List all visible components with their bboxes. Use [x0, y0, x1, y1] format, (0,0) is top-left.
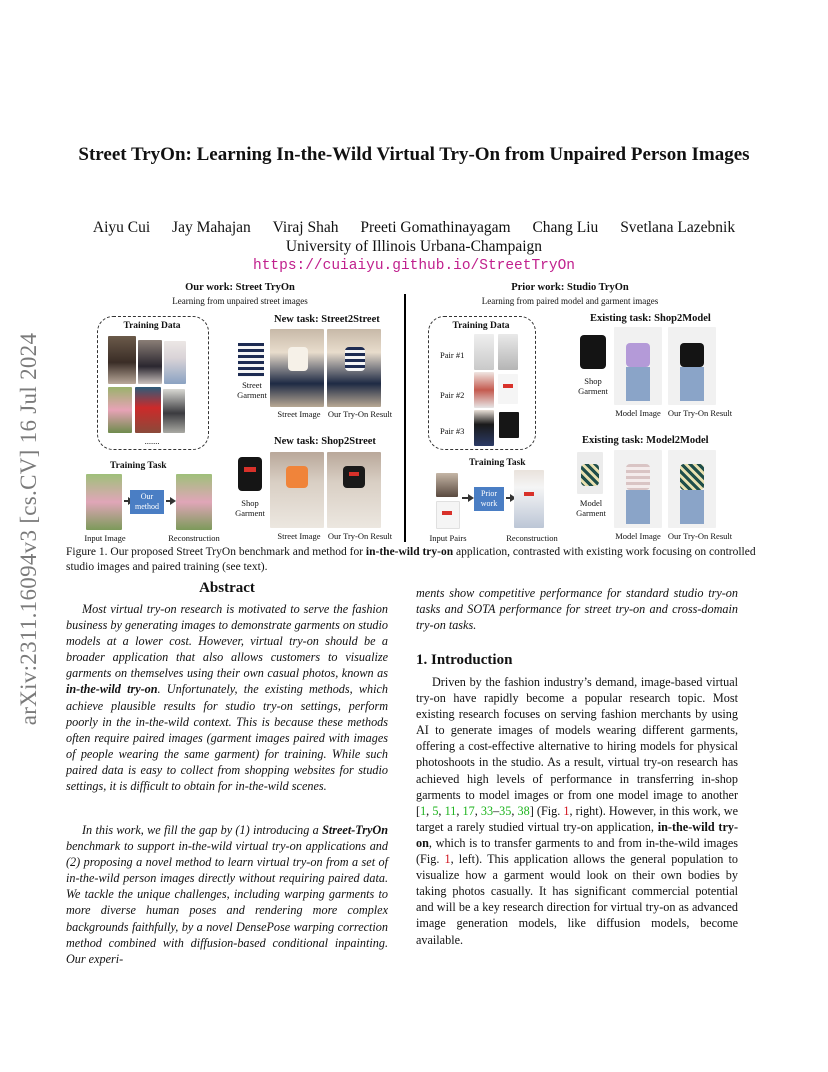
abstract-bold: Street-TryOn — [322, 823, 388, 837]
abstract-text: . Unfortunately, the existing methods, which achieve plausible results for studio try-on settings, perform poorly in the in-the-wild context. This is because these methods often require paired images (garment images paired with images of people wearing the same garment) for training. While such paired data is easy to collect from shopping websites for studio settings, it is difficult to obtain for in-the-wild scenes. — [66, 682, 389, 794]
arrow-icon — [462, 497, 470, 499]
shop-garment-image-right — [577, 331, 609, 373]
input-pair-garment — [436, 501, 460, 529]
intro-heading: 1. Introduction — [416, 652, 513, 668]
citation-link[interactable]: 35 — [499, 803, 512, 818]
citation-link[interactable]: 33 — [480, 803, 494, 818]
author-list — [60, 219, 768, 237]
abstract-continuation: ments show competitive performance for standard studio try-on tasks and SOTA performance for street try-on and cross-domain try-on tasks. — [416, 586, 738, 633]
input-image-label: Input Image — [84, 533, 126, 543]
street-image-2-label: Street Image — [277, 531, 321, 541]
training-photo — [108, 387, 132, 433]
intro-paragraph: Driven by the fashion industry’s demand, image-based virtual try-on have rapidly become a popular research topic. Most existing research focuses on serving fashion merchants by using AI to generate images of models wearing different garments, offering a cost-effective alternative to hiring models for physical photoshoots in the studio. As a result, virtual try-on research has achieved high levels of performance in transferring in-shop garments to model images or from one model image to another [1, 5, 11, 17, 33–35, 38] (Fig. 1, right). However, in this work, we target a rarely studied virtual try-on application, in-the-wild try-on, which is to transfer garments to and from in-the-wild images (Fig. 1, left). This application allows the general population to visualize how a garment would look on their own bodies by taking photos casually. It has significant commercial potential and will be a key research direction for virtual try-on as advanced image generation models, like diffusion models, become available. — [416, 675, 739, 947]
abstract-text: In this work, we fill the gap by (1) introducing a — [82, 823, 323, 837]
shop-garment-image — [236, 453, 264, 495]
caption-prefix: Figure 1. Our proposed Street TryOn benchmark and method for — [66, 546, 366, 558]
author-name: Viraj Shah — [272, 219, 339, 236]
author-name: Preeti Gomathinayagam — [360, 219, 511, 236]
author-name: Svetlana Lazebnik — [620, 219, 736, 236]
model-image — [614, 327, 662, 405]
intro-text: Driven by the fashion industry’s demand, image-based virtual try-on have rapidly become a popular research topic. Most existing research focuses on serving fashion merchants by using AI to generate images of models wearing different garments, offering a cost-effective alternative to hiring models for physical photoshoots in the studio. As a result, virtual try-on research has achieved high levels of performance in transferring in-shop garments to model images or from one model image to another [ — [416, 675, 738, 818]
pair-model — [499, 412, 519, 438]
task-street2street: New task: Street2Street — [274, 314, 380, 325]
training-photo — [163, 389, 185, 433]
figure-ref-link[interactable]: 1 — [563, 803, 570, 818]
model-image-2 — [614, 450, 662, 528]
street-image — [270, 329, 324, 407]
training-task-label: Training Task — [110, 461, 167, 471]
training-data-ellipsis: ....... — [144, 436, 160, 446]
arrow-icon — [506, 497, 512, 499]
abstract-text: Most virtual try-on research is motivated to serve the fashion business by generating images to demonstrate garments on studio models at a lower cost. However, virtual try-on should be a broader application that also allows customers to visualize garments on themselves using their own casual photos, known as — [66, 602, 388, 681]
pair-garment — [474, 334, 494, 370]
task-model2model: Existing task: Model2Model — [582, 435, 709, 446]
affiliation: University of Illinois Urbana-Champaign — [285, 238, 543, 255]
try-on-result-label-right: Our Try-On Result — [667, 408, 733, 418]
abstract-text: benchmark to support in-the-wild virtual try-on applications and (2) proposing a novel method to learn virtual try-on from a set of in-the-wild person images directly without requiring paired data. We tackle the unique challenges, including warping garments to more diverse human poses and rendering more complex backgrounds faithfully, by a novel DensePose warping correction method combined with diffusion-based conditional inpainting. Our experi- — [66, 839, 388, 966]
input-pair-model — [436, 473, 458, 497]
citation-link[interactable]: 17 — [462, 803, 475, 818]
reconstruction-image-right — [514, 470, 544, 528]
abstract-bold: in-the-wild try-on — [66, 682, 158, 697]
project-url-link[interactable]: https://cuiaiyu.github.io/StreetTryOn — [253, 258, 575, 274]
shop-garment-label-right: Shop Garment — [578, 376, 608, 396]
caption-bold: in-the-wild try-on — [365, 546, 454, 558]
task-shop2model: Existing task: Shop2Model — [590, 313, 711, 324]
intro-text: , right). However, in this work, we target a rarely studied virtual try-on application, — [416, 803, 739, 834]
author-name: Jay Mahajan — [172, 219, 251, 236]
training-data-label-right: Training Data — [452, 321, 510, 331]
training-photo — [108, 336, 136, 384]
citation-link[interactable]: 38 — [517, 803, 530, 818]
intro-bold: in-the-wild try-on — [416, 819, 739, 850]
model-image-2-label: Model Image — [615, 531, 661, 541]
arrow-icon — [166, 500, 172, 502]
left-subheading: Learning from unpaired street images — [172, 296, 308, 306]
author-name: Chang Liu — [532, 219, 599, 236]
abstract-heading: Abstract — [199, 580, 255, 596]
street-garment-label: Street Garment — [237, 380, 267, 400]
pair-3-label: Pair #3 — [440, 426, 465, 436]
figure-caption — [66, 545, 764, 575]
shop-garment-label: Shop Garment — [235, 498, 265, 518]
model-garment-image — [577, 452, 603, 494]
try-on-result-label: Our Try-On Result — [327, 409, 393, 419]
abstract-paragraph-1 — [66, 601, 388, 794]
training-data-label: Training Data — [123, 321, 181, 331]
citation-link[interactable]: 5 — [432, 803, 439, 818]
pair-garment — [474, 410, 494, 446]
model-image-label: Model Image — [615, 408, 661, 418]
pair-model — [498, 374, 518, 404]
our-method-box: Our method — [130, 490, 164, 514]
training-photo — [164, 341, 186, 384]
training-photo — [135, 387, 161, 433]
task-shop2street: New task: Shop2Street — [274, 436, 376, 447]
right-heading: Prior work: Studio TryOn — [511, 282, 629, 293]
intro-text: ] (Fig. — [529, 803, 564, 818]
try-on-result-image-right-2 — [668, 450, 716, 528]
training-task-label-right: Training Task — [469, 458, 526, 468]
try-on-result-image-2 — [327, 452, 381, 528]
pair-2-label: Pair #2 — [440, 390, 465, 400]
intro-text: , left). This application allows the general population to visualize how a garment would look on their own bodies by taking photos casually. It has significant commercial potential and will be a key research direction for virtual try-on as advanced image generation models, like diffusion models, become available. — [416, 852, 738, 947]
street-image-2 — [270, 452, 324, 528]
reconstruction-image — [176, 474, 212, 530]
paper-title: Street TryOn: Learning In-the-Wild Virtual Try-On from Unpaired Person Images — [78, 144, 750, 165]
reconstruction-label: Reconstruction — [168, 533, 220, 543]
citation-link[interactable]: 1 — [420, 803, 427, 818]
figure-ref-link[interactable]: 1 — [444, 852, 451, 867]
prior-work-box: Prior work — [474, 487, 504, 511]
model-garment-label: Model Garment — [576, 498, 606, 518]
caption-suffix: application, contrasted with existing work focusing on controlled studio images and paired training (see text). — [66, 546, 756, 573]
try-on-result-image-right — [668, 327, 716, 405]
citation-link[interactable]: 11 — [444, 803, 457, 818]
reconstruction-label-right: Reconstruction — [506, 533, 558, 543]
street-image-label: Street Image — [277, 409, 321, 419]
input-pairs-label: Input Pairs — [429, 533, 467, 543]
try-on-result-2-label-right: Our Try-On Result — [667, 531, 733, 541]
pair-1-label: Pair #1 — [440, 350, 465, 360]
figure-divider — [404, 294, 406, 542]
right-subheading: Learning from paired model and garment images — [481, 296, 659, 306]
try-on-result-2-label: Our Try-On Result — [327, 531, 393, 541]
street-garment-image — [238, 329, 264, 377]
left-heading: Our work: Street TryOn — [185, 282, 295, 293]
abstract-paragraph-2 — [66, 822, 388, 967]
training-photo — [138, 340, 162, 384]
arxiv-stamp — [4, 294, 54, 764]
arxiv-id: arXiv:2311.16094v3 [cs.CV] 16 Jul 2024 — [16, 332, 41, 726]
input-image — [86, 474, 122, 530]
try-on-result-image — [327, 329, 381, 407]
intro-text: , which is to transfer garments to and from in-the-wild images (Fig. — [416, 835, 738, 867]
pair-garment — [474, 372, 494, 408]
author-name: Aiyu Cui — [92, 219, 151, 236]
pair-model — [498, 334, 518, 370]
